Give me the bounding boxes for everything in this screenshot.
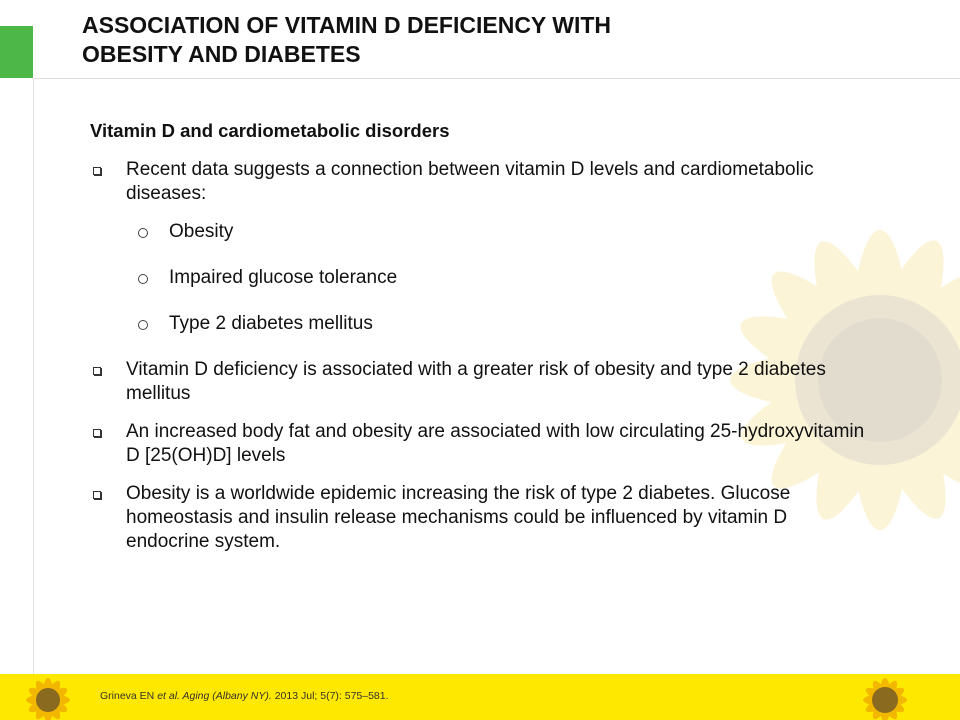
bullet-item [90,158,870,206]
bullet-item [90,358,870,406]
square-bullet-icon [93,491,101,499]
sub-bullet-item [90,312,870,336]
sub-bullet-item [90,220,870,244]
bullet-text: Vitamin D deficiency is associated with a greater risk of obesity and type 2 diabetes mellitus [126,359,826,404]
slide-title [82,11,882,69]
circle-bullet-icon [138,274,148,284]
sunflower-left-icon [8,676,88,720]
sub-bullet-text: Impaired glucose tolerance [169,267,398,288]
circle-bullet-icon [138,320,148,330]
bullet-item [90,420,870,468]
bullet-item [90,482,870,554]
sub-bullet-text: Obesity [169,221,234,242]
accent-tab [0,26,33,78]
citation-journal: et al. Aging (Albany NY). [157,690,272,702]
left-divider [33,78,34,674]
bullet-text: An increased body fat and obesity are associated with low circulating 25-hydroxyvitamin D [25(OH)D] levels [126,421,865,466]
citation-details: 2013 Jul; 5(7): 575–581. [271,690,389,702]
section-heading: Vitamin D and cardiometabolic disorders [90,120,450,141]
slide-title-line-2: OBESITY AND DIABETES [82,41,361,67]
sub-bullet-item [90,266,870,290]
slide-body [90,118,870,568]
sub-bullet-text: Type 2 diabetes mellitus [169,313,373,334]
citation [100,690,389,702]
title-divider [33,78,960,79]
citation-authors: Grineva EN [100,690,158,702]
sub-bullet-list [90,220,870,336]
bullet-text: Obesity is a worldwide epidemic increasing the risk of type 2 diabetes. Glucose homeostasis and insulin release mechanisms could be influenced by vitamin D endocrine system. [126,483,791,552]
sunflower-right-icon [840,676,930,720]
footer-band [0,674,960,720]
bullet-text: Recent data suggests a connection between vitamin D levels and cardiometabolic diseases: [126,159,814,204]
square-bullet-icon [93,167,101,175]
slide-title-line-1: ASSOCIATION OF VITAMIN D DEFICIENCY WITH [82,12,611,38]
square-bullet-icon [93,429,101,437]
square-bullet-icon [93,367,101,375]
circle-bullet-icon [138,228,148,238]
